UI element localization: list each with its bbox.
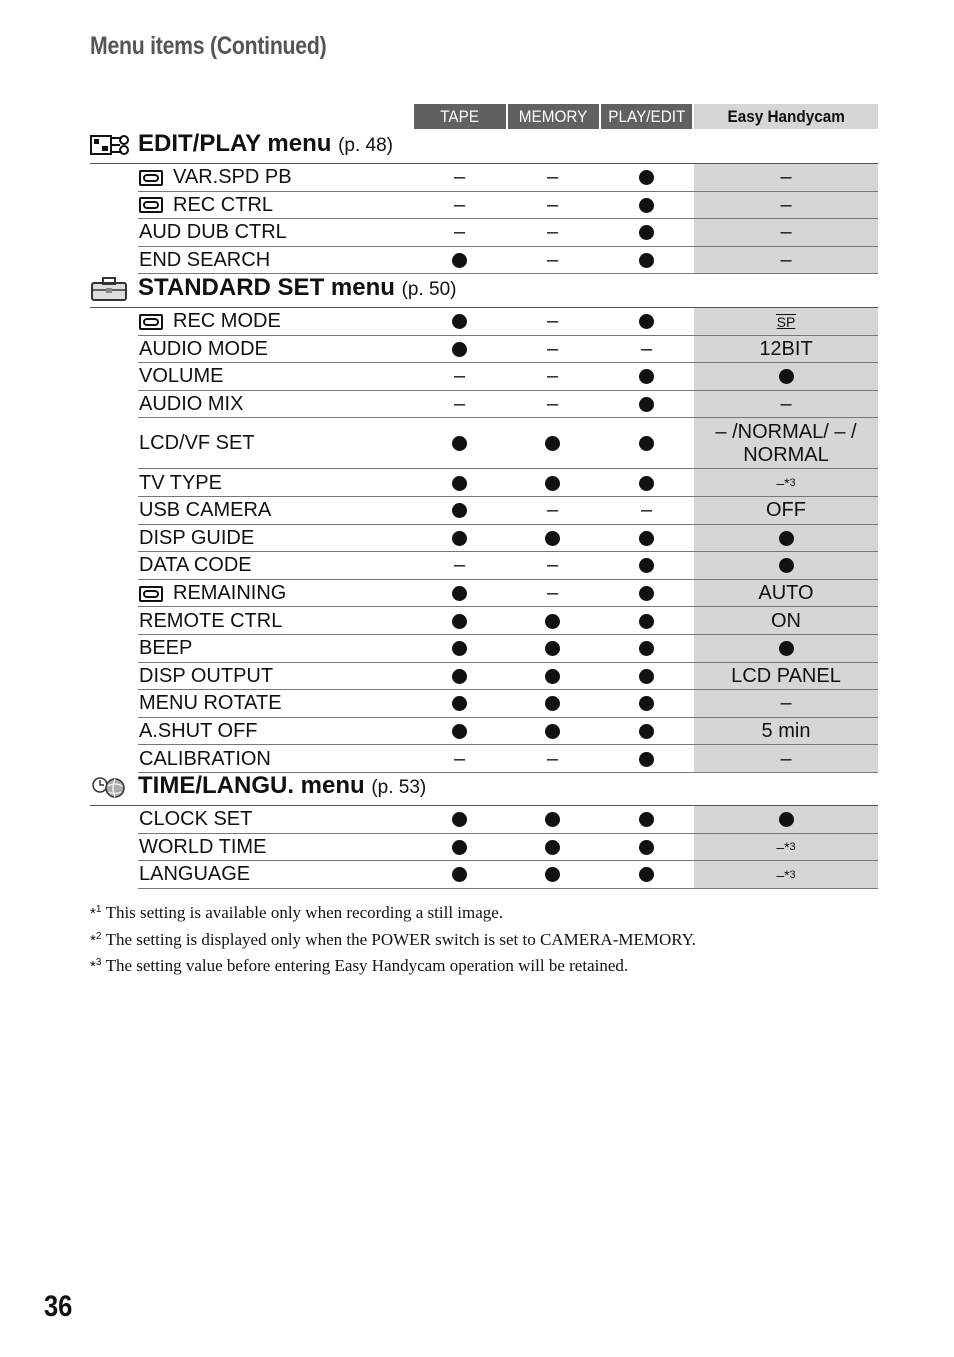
easy-handycam-cell: 12BIT bbox=[759, 337, 813, 360]
easy-handycam-cell: –* 3 bbox=[776, 866, 796, 883]
cassette-tape-icon bbox=[139, 314, 163, 330]
play-edit-cell bbox=[599, 552, 694, 580]
tape-cell bbox=[413, 834, 506, 862]
cassette-tape-icon bbox=[139, 170, 163, 186]
available-dot-icon bbox=[545, 696, 560, 711]
easy-handycam-cell: – bbox=[780, 221, 792, 244]
available-dot-icon bbox=[545, 812, 560, 827]
setting-label: REMOTE CTRL bbox=[139, 609, 283, 632]
available-dot-icon bbox=[639, 641, 654, 656]
setting-label: LANGUAGE bbox=[139, 863, 251, 886]
row-divider bbox=[138, 888, 878, 889]
available-dot-icon bbox=[452, 724, 467, 739]
setting-label: WORLD TIME bbox=[139, 835, 267, 858]
available-dot-icon bbox=[452, 253, 467, 268]
table-row bbox=[138, 308, 878, 336]
available-dot-icon bbox=[545, 614, 560, 629]
play-edit-cell: – bbox=[640, 499, 653, 522]
available-dot-icon bbox=[452, 436, 467, 451]
easy-handycam-cell bbox=[694, 525, 878, 553]
tape-cell bbox=[413, 247, 506, 275]
table-row bbox=[138, 219, 878, 247]
play-edit-cell: – bbox=[640, 337, 653, 360]
play-edit-cell bbox=[599, 525, 694, 553]
available-dot-icon bbox=[545, 436, 560, 451]
available-dot-icon bbox=[639, 586, 654, 601]
setting-label: DATA CODE bbox=[139, 554, 252, 577]
available-dot-icon bbox=[639, 696, 654, 711]
setting-label: AUD DUB CTRL bbox=[139, 221, 287, 244]
easy-handycam-cell bbox=[694, 806, 878, 834]
play-edit-cell bbox=[599, 607, 694, 635]
easy-handycam-cell: 5 min bbox=[761, 720, 811, 743]
setting-label: DISP OUTPUT bbox=[139, 664, 274, 687]
tape-cell: – bbox=[453, 747, 466, 770]
setting-label: BEEP bbox=[139, 637, 193, 660]
table-row bbox=[138, 552, 878, 580]
tape-cell bbox=[413, 861, 506, 889]
play-edit-cell bbox=[599, 745, 694, 773]
available-dot-icon bbox=[639, 170, 654, 185]
memory-cell bbox=[506, 834, 599, 862]
tape-cell: – bbox=[453, 193, 466, 216]
play-edit-cell bbox=[599, 418, 694, 469]
table-row bbox=[138, 469, 878, 497]
table-row bbox=[138, 391, 878, 419]
available-dot-icon bbox=[639, 752, 654, 767]
play-edit-cell bbox=[599, 219, 694, 247]
available-dot-icon bbox=[639, 397, 654, 412]
available-dot-icon bbox=[779, 369, 794, 384]
tape-cell bbox=[413, 308, 506, 336]
play-edit-cell bbox=[599, 247, 694, 275]
footnote: *$^3$ The setting value before entering Easy Handycam operation will be retained. bbox=[90, 956, 629, 975]
tape-cell bbox=[413, 607, 506, 635]
setting-label: REC CTRL bbox=[139, 192, 273, 220]
available-dot-icon bbox=[452, 696, 467, 711]
column-header-easy-handycam: Easy Handycam bbox=[694, 104, 878, 129]
setting-label: USB CAMERA bbox=[139, 499, 272, 522]
easy-handycam-cell: OFF bbox=[766, 499, 806, 522]
available-dot-icon bbox=[639, 669, 654, 684]
table-row bbox=[138, 164, 878, 192]
table-row bbox=[138, 497, 878, 525]
available-dot-icon bbox=[452, 840, 467, 855]
easy-handycam-cell: LCD PANEL bbox=[731, 664, 841, 687]
setting-label: A.SHUT OFF bbox=[139, 720, 258, 743]
available-dot-icon bbox=[545, 724, 560, 739]
play-edit-cell bbox=[599, 469, 694, 497]
play-edit-cell bbox=[599, 192, 694, 220]
standard-set-section-title: STANDARD SET menu (p. 50) bbox=[90, 274, 878, 304]
memory-cell bbox=[506, 525, 599, 553]
available-dot-icon bbox=[779, 558, 794, 573]
easy-handycam-cell: – bbox=[780, 193, 792, 216]
clock-globe-icon bbox=[90, 774, 130, 800]
play-edit-cell bbox=[599, 580, 694, 608]
memory-cell bbox=[506, 607, 599, 635]
table-row bbox=[138, 418, 878, 469]
available-dot-icon bbox=[452, 586, 467, 601]
easy-handycam-cell bbox=[694, 363, 878, 391]
play-edit-cell bbox=[599, 806, 694, 834]
play-edit-cell bbox=[599, 363, 694, 391]
available-dot-icon bbox=[639, 867, 654, 882]
tape-cell bbox=[413, 635, 506, 663]
available-dot-icon bbox=[639, 253, 654, 268]
available-dot-icon bbox=[639, 314, 654, 329]
easy-handycam-cell: –* 3 bbox=[776, 839, 796, 856]
page-number: 36 bbox=[44, 1290, 73, 1323]
table-row bbox=[138, 336, 878, 364]
easy-handycam-cell: ON bbox=[771, 609, 801, 632]
memory-cell: – bbox=[546, 193, 559, 216]
available-dot-icon bbox=[779, 641, 794, 656]
setting-label: CALIBRATION bbox=[139, 747, 271, 770]
memory-cell bbox=[506, 861, 599, 889]
tape-cell bbox=[413, 690, 506, 718]
play-edit-cell bbox=[599, 308, 694, 336]
table-row bbox=[138, 580, 878, 608]
easy-handycam-cell: – bbox=[780, 249, 792, 272]
play-edit-cell bbox=[599, 690, 694, 718]
play-edit-cell bbox=[599, 718, 694, 746]
tape-cell: – bbox=[453, 221, 466, 244]
available-dot-icon bbox=[639, 225, 654, 240]
easy-handycam-cell: – bbox=[780, 747, 792, 770]
available-dot-icon bbox=[452, 314, 467, 329]
available-dot-icon bbox=[545, 476, 560, 491]
memory-cell: – bbox=[546, 221, 559, 244]
setting-label: VAR.SPD PB bbox=[139, 164, 292, 192]
memory-cell: – bbox=[546, 393, 559, 416]
available-dot-icon bbox=[452, 503, 467, 518]
memory-cell: – bbox=[546, 499, 559, 522]
setting-label: LCD/VF SET bbox=[139, 432, 255, 455]
play-edit-cell bbox=[599, 164, 694, 192]
edit-play-icon bbox=[90, 132, 130, 158]
available-dot-icon bbox=[452, 641, 467, 656]
play-edit-cell bbox=[599, 635, 694, 663]
setting-label: END SEARCH bbox=[139, 249, 271, 272]
available-dot-icon bbox=[639, 198, 654, 213]
play-edit-cell bbox=[599, 391, 694, 419]
table-row bbox=[138, 690, 878, 718]
memory-cell bbox=[506, 718, 599, 746]
footnote: *$^2$ The setting is displayed only when the POWER switch is set to CAMERA-MEMORY. bbox=[90, 930, 696, 949]
setting-label: TV TYPE bbox=[139, 471, 222, 494]
tape-cell: – bbox=[453, 365, 466, 388]
available-dot-icon bbox=[545, 531, 560, 546]
easy-handycam-cell: – /NORMAL/ – / NORMAL bbox=[715, 420, 857, 466]
footnote: *$^1$ This setting is available only when recording a still image. bbox=[90, 903, 504, 922]
play-edit-cell bbox=[599, 861, 694, 889]
memory-cell bbox=[506, 469, 599, 497]
easy-handycam-cell: – bbox=[780, 692, 792, 715]
memory-cell: – bbox=[546, 249, 559, 272]
tape-cell bbox=[413, 525, 506, 553]
easy-handycam-cell: AUTO bbox=[758, 582, 814, 605]
setting-label: AUDIO MIX bbox=[139, 393, 244, 416]
memory-cell: – bbox=[546, 310, 559, 333]
available-dot-icon bbox=[452, 531, 467, 546]
available-dot-icon bbox=[639, 840, 654, 855]
memory-cell: – bbox=[546, 747, 559, 770]
column-header-tape: TAPE bbox=[414, 104, 506, 129]
available-dot-icon bbox=[452, 342, 467, 357]
memory-cell: – bbox=[546, 554, 559, 577]
column-header-play-edit: PLAY/EDIT bbox=[601, 104, 692, 129]
cassette-tape-icon bbox=[139, 586, 163, 602]
memory-cell bbox=[506, 806, 599, 834]
available-dot-icon bbox=[639, 614, 654, 629]
tape-cell bbox=[413, 497, 506, 525]
available-dot-icon bbox=[639, 531, 654, 546]
available-dot-icon bbox=[639, 558, 654, 573]
column-header-memory: MEMORY bbox=[508, 104, 599, 129]
table-row bbox=[138, 834, 878, 862]
available-dot-icon bbox=[639, 436, 654, 451]
available-dot-icon bbox=[639, 476, 654, 491]
table-row bbox=[138, 718, 878, 746]
edit-play-section-title: EDIT/PLAY menu (p. 48) bbox=[90, 130, 878, 160]
memory-cell bbox=[506, 690, 599, 718]
table-row bbox=[138, 745, 878, 773]
easy-handycam-cell bbox=[694, 552, 878, 580]
available-dot-icon bbox=[779, 531, 794, 546]
table-row bbox=[138, 663, 878, 691]
tape-cell bbox=[413, 469, 506, 497]
available-dot-icon bbox=[639, 369, 654, 384]
setting-label: DISP GUIDE bbox=[139, 526, 255, 549]
memory-cell bbox=[506, 418, 599, 469]
available-dot-icon bbox=[545, 840, 560, 855]
memory-cell: – bbox=[546, 166, 559, 189]
easy-handycam-cell: – bbox=[780, 166, 792, 189]
tape-cell bbox=[413, 418, 506, 469]
available-dot-icon bbox=[452, 867, 467, 882]
easy-handycam-cell bbox=[694, 308, 878, 336]
table-row bbox=[138, 247, 878, 275]
page-title: Menu items (Continued) bbox=[90, 32, 327, 60]
available-dot-icon bbox=[545, 669, 560, 684]
tape-cell: – bbox=[453, 393, 466, 416]
available-dot-icon bbox=[452, 812, 467, 827]
available-dot-icon bbox=[545, 641, 560, 656]
memory-cell: – bbox=[546, 365, 559, 388]
setting-label: CLOCK SET bbox=[139, 808, 253, 831]
setting-label: AUDIO MODE bbox=[139, 337, 268, 360]
play-edit-cell bbox=[599, 663, 694, 691]
setting-label: MENU ROTATE bbox=[139, 692, 282, 715]
available-dot-icon bbox=[452, 476, 467, 491]
play-edit-cell bbox=[599, 834, 694, 862]
easy-handycam-cell: –* 3 bbox=[776, 475, 796, 492]
available-dot-icon bbox=[452, 669, 467, 684]
memory-cell: – bbox=[546, 582, 559, 605]
tape-cell bbox=[413, 336, 506, 364]
time-langu-section-title: TIME/LANGU. menu (p. 53) bbox=[90, 772, 878, 802]
tape-cell bbox=[413, 580, 506, 608]
table-row bbox=[138, 192, 878, 220]
available-dot-icon bbox=[639, 724, 654, 739]
sp-mode-icon: SP bbox=[776, 313, 796, 330]
tape-cell: – bbox=[453, 166, 466, 189]
table-row bbox=[138, 525, 878, 553]
tape-cell: – bbox=[453, 554, 466, 577]
tape-cell bbox=[413, 806, 506, 834]
table-row bbox=[138, 363, 878, 391]
available-dot-icon bbox=[545, 867, 560, 882]
table-row bbox=[138, 806, 878, 834]
cassette-tape-icon bbox=[139, 197, 163, 213]
available-dot-icon bbox=[779, 812, 794, 827]
toolbox-icon bbox=[90, 276, 130, 302]
tape-cell bbox=[413, 718, 506, 746]
memory-cell bbox=[506, 663, 599, 691]
table-row bbox=[138, 607, 878, 635]
setting-label: REC MODE bbox=[139, 308, 281, 336]
available-dot-icon bbox=[639, 812, 654, 827]
easy-handycam-cell: – bbox=[780, 393, 792, 416]
available-dot-icon bbox=[452, 614, 467, 629]
table-row bbox=[138, 861, 878, 889]
easy-handycam-cell bbox=[694, 635, 878, 663]
setting-label: VOLUME bbox=[139, 365, 224, 388]
memory-cell bbox=[506, 635, 599, 663]
tape-cell bbox=[413, 663, 506, 691]
memory-cell: – bbox=[546, 337, 559, 360]
setting-label: REMAINING bbox=[139, 580, 286, 608]
table-row bbox=[138, 635, 878, 663]
